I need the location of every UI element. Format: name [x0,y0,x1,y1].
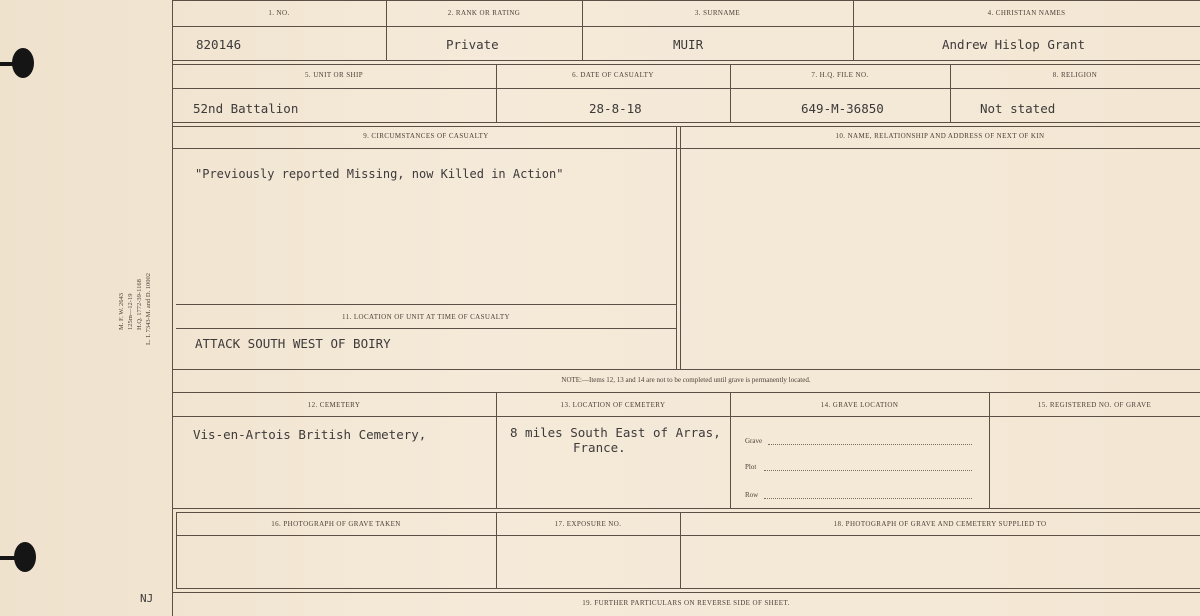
punch-hole-top-tab [0,62,24,66]
unit-value: 52nd Battalion [193,101,299,116]
header-religion: 8. RELIGION [1052,71,1098,79]
grave-label: Grave [745,437,763,445]
date-value: 28-8-18 [589,101,642,116]
service-number: 820146 [196,37,242,52]
header-christian-names: 4. CHRISTIAN NAMES [987,9,1066,17]
surname-value: MUIR [673,37,704,52]
note-text: NOTE:—Items 12, 13 and 14 are not to be completed until grave is permanently located. [561,376,811,384]
religion-value: Not stated [980,101,1056,116]
header-photograph-supplied-to: 18. PHOTOGRAPH OF GRAVE AND CEMETERY SUPPLIED TO [833,520,1047,528]
side-print-line1: M. F. W. 2643 [118,292,125,330]
punch-hole-bottom-tab [0,556,26,560]
christian-names-value: Andrew Hislop Grant [942,37,1085,52]
header-registered-no: 15. REGISTERED NO. OF GRAVE [1037,401,1152,409]
header-file-no: 7. H.Q. FILE NO. [811,71,869,79]
header-number: 1. NO. [268,9,290,17]
side-print-line2: 125m—12-19 [127,293,134,330]
header-cemetery: 12. CEMETERY [307,401,361,409]
cemetery-location-line1: 8 miles South East of Arras, [510,425,721,440]
cemetery-location-line2: France. [573,440,626,455]
header-exposure-no: 17. EXPOSURE NO. [554,520,622,528]
side-print-line3: H.Q. 1772-39-1168 [136,279,143,330]
header-surname: 3. SURNAME [694,9,741,17]
header-location-of-cemetery: 13. LOCATION OF CEMETERY [560,401,666,409]
header-circumstances: 9. CIRCUMSTANCES OF CASUALTY [363,132,489,140]
header-next-of-kin: 10. NAME, RELATIONSHIP AND ADDRESS OF NEXT OF KIN [835,132,1045,140]
footer-further-particulars: 19. FURTHER PARTICULARS ON REVERSE SIDE OF SHEET. [582,599,790,607]
header-location-of-unit: 11. LOCATION OF UNIT AT TIME OF CASUALTY [342,313,510,321]
header-grave-location: 14. GRAVE LOCATION [820,401,899,409]
rank-value: Private [446,37,499,52]
cemetery-value: Vis-en-Artois British Cemetery, [193,427,427,442]
header-date: 6. DATE OF CASUALTY [572,71,654,79]
header-unit: 5. UNIT OR SHIP [305,71,363,79]
header-photograph-taken: 16. PHOTOGRAPH OF GRAVE TAKEN [271,520,401,528]
clerk-initials: NJ [140,592,154,605]
plot-label: Plot [745,463,757,471]
location-of-unit-value: ATTACK SOUTH WEST OF BOIRY [195,336,391,351]
header-rank: 2. RANK OR RATING [447,9,521,17]
row-label: Row [745,491,759,499]
file-no-value: 649-M-36850 [801,101,884,116]
circumstances-value: "Previously reported Missing, now Killed in Action" [195,167,564,181]
left-border [172,0,173,616]
side-print-line4: L. I. 7343-M. and D. 10002 [145,272,152,345]
